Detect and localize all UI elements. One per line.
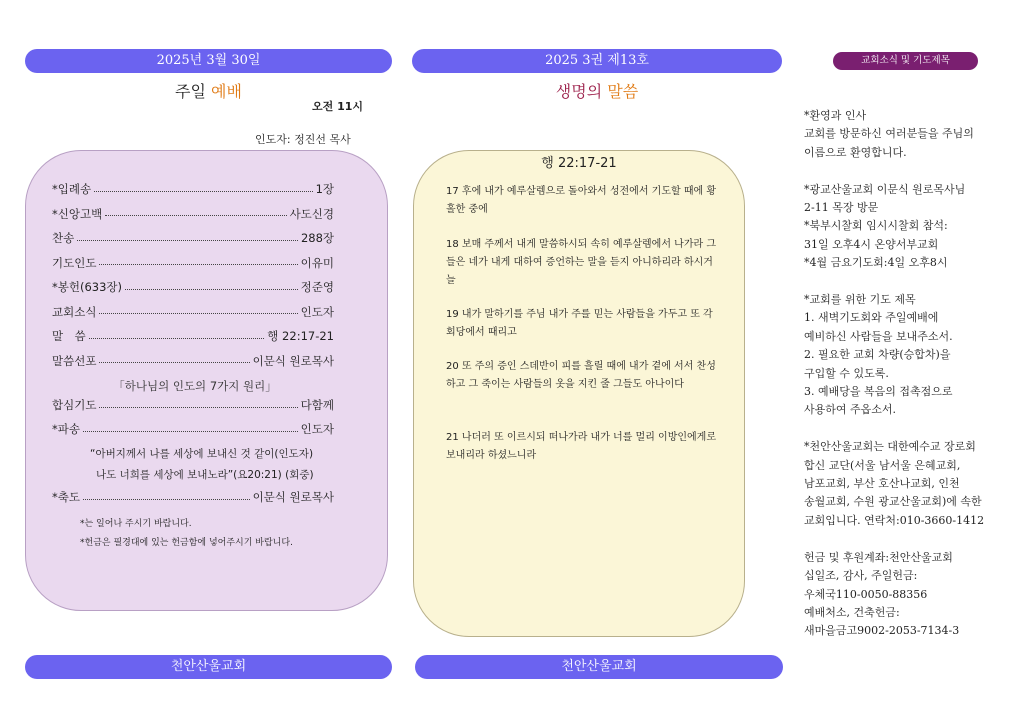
- order-item: 말씀선포: [52, 353, 97, 368]
- news-line: 예비하신 사람들을 보내주소서.: [804, 329, 953, 343]
- news-line: 십일조, 감사, 주일헌금:: [804, 569, 918, 583]
- order-item: *축도: [52, 490, 80, 504]
- church-name-footer-middle: 천안산울교회: [415, 655, 783, 679]
- order-value: 사도신경: [289, 206, 334, 221]
- order-item: *신앙고백: [52, 206, 103, 221]
- church-news-column: [804, 107, 1019, 641]
- order-item: *봉헌(633장): [52, 280, 122, 294]
- news-line: 1. 새벽기도회와 주일예배에: [804, 311, 939, 325]
- news-line: 2-11 목장 방문: [804, 201, 879, 215]
- verse-18: 18 보매 주께서 내게 말씀하시되 속히 예루살렘에서 나가라 그들은 네가 내게 대하여 증언하는 말을 듣지 아니하리라 하시거늘: [446, 239, 716, 286]
- sending-quote-line2: 나도 너희를 세상에 보내노라”(요20:21) (회중): [96, 469, 314, 481]
- news-line: *광교산울교회 이문식 원로목사님: [804, 182, 966, 196]
- news-line: *교회를 위한 기도 제목: [804, 293, 916, 307]
- news-line: 3. 예배당을 복음의 접촉점으로: [804, 385, 953, 399]
- news-line: 2. 필요한 교회 차량(승합차)을: [804, 348, 951, 362]
- order-row: [52, 279, 334, 295]
- service-title-word2: 예배: [211, 82, 242, 101]
- news-line: 합신 교단(서울 남서울 은혜교회,: [804, 458, 961, 472]
- leader-dots: [99, 264, 297, 265]
- spacer: [804, 273, 1019, 291]
- news-line: 새마을금고9002-2053-7134-3: [804, 624, 960, 638]
- order-item: 기도인도: [52, 255, 97, 270]
- news-line: 헌금 및 후원계좌:천안산울교회: [804, 550, 953, 564]
- order-value: 1장: [315, 182, 334, 196]
- news-line: *환영과 인사: [804, 109, 867, 122]
- news-line: *천안산울교회는 대한예수교 장로회: [804, 440, 976, 454]
- sermon-title: 「하나님의 인도의 7가지 원리」: [113, 379, 277, 393]
- order-item: *파송: [52, 422, 80, 436]
- news-line: 예배처소, 건축헌금:: [804, 605, 900, 619]
- order-value: 이유미: [300, 255, 334, 270]
- spacer: [804, 162, 1019, 180]
- service-time: 오전 11시: [312, 100, 364, 113]
- leader-dots: [83, 431, 298, 432]
- order-item: *입례송: [52, 182, 92, 196]
- order-row: [52, 304, 334, 320]
- news-and-prayer-badge: 교회소식 및 기도제목: [833, 52, 978, 70]
- word-title: [412, 79, 782, 102]
- order-value: 288장: [300, 231, 334, 245]
- leader-dots: [105, 215, 286, 216]
- order-value: 이문식 원로목사: [252, 490, 334, 504]
- spacer: [804, 420, 1019, 438]
- verse-17: 17 후에 내가 예루살렘으로 돌아와서 성전에서 기도할 때에 황홀한 중에: [446, 186, 716, 215]
- order-value: 인도자: [300, 304, 334, 319]
- date-banner: 2025년 3월 30일: [25, 49, 392, 73]
- order-row: [52, 230, 334, 246]
- order-item: 말 씀: [52, 329, 86, 343]
- news-line: 31일 오후4시 온양서부교회: [804, 237, 939, 251]
- leader-dots: [89, 338, 265, 339]
- leader-dots: [94, 191, 312, 192]
- news-line: *4월 금요기도회:4일 오후8시: [804, 256, 948, 270]
- order-row: [52, 181, 334, 197]
- leader-dots: [99, 407, 297, 408]
- sending-quote-line1: “아버지께서 나를 세상에 보내신 것 같이(인도자): [90, 448, 314, 460]
- news-line: 구입할 수 있도록.: [804, 366, 889, 380]
- scripture-reference: 행 22:17-21: [541, 156, 617, 171]
- order-item: 교회소식: [52, 304, 97, 319]
- order-row: [52, 421, 334, 437]
- issue-banner: 2025 3권 제13호: [412, 49, 782, 73]
- spacer: [804, 530, 1019, 548]
- order-row: [52, 206, 334, 222]
- order-row: [52, 328, 334, 344]
- news-line: 교회를 방문하신 여러분들을 주님의: [804, 127, 974, 141]
- word-title-word1: 생명의: [555, 82, 603, 101]
- news-line: 사용하여 주옵소서.: [804, 403, 897, 417]
- order-row: [52, 397, 334, 413]
- order-value: 다함께: [300, 398, 334, 412]
- leader-dots: [99, 313, 297, 314]
- service-title-word1: 주일: [175, 82, 206, 101]
- news-line: 남포교회, 부산 호산나교회, 인천: [804, 477, 960, 491]
- verse-20: 20 또 주의 증인 스데반이 피를 흘릴 때에 내가 곁에 서서 찬성하고 그 죽이는 사람들의 옷을 지킨 줄 그들도 아나이다: [446, 361, 716, 390]
- order-value: 정준영: [300, 280, 334, 294]
- order-row: [52, 255, 334, 271]
- news-line: 교회입니다. 연락처:010-3660-1412: [804, 513, 985, 527]
- news-line: 이름으로 환영합니다.: [804, 145, 907, 159]
- news-line: 송월교회, 수원 광교산울교회)에 속한: [804, 495, 982, 509]
- leader-dots: [77, 240, 298, 241]
- church-name-footer-left: 천안산울교회: [25, 655, 392, 679]
- news-line: 우체국110-0050-88356: [804, 587, 928, 601]
- order-row: [52, 353, 334, 369]
- order-value: 이문식 원로목사: [252, 353, 334, 368]
- verse-19: 19 내가 말하기를 주님 내가 주를 믿는 사람들을 가두고 또 각 회당에서 때리고: [446, 309, 713, 338]
- order-item: 찬송: [52, 231, 75, 245]
- order-row: [52, 489, 334, 505]
- leader-dots: [83, 499, 250, 500]
- order-value: 행 22:17-21: [267, 329, 334, 343]
- leader-dots: [125, 289, 298, 290]
- order-value: 인도자: [300, 422, 334, 436]
- order-item: 합심기도: [52, 398, 97, 412]
- standing-note: *는 일어나 주시기 바랍니다.: [80, 519, 192, 529]
- verse-21: 21 나더러 또 이르시되 떠나가라 내가 너를 멀리 이방인에게로 보내리라 하셨느니라: [446, 432, 716, 461]
- word-title-word2: 말씀: [607, 82, 639, 101]
- offering-note: *헌금은 필경대에 있는 헌금함에 넣어주시기 바랍니다.: [80, 538, 293, 548]
- service-leader: 인도자: 정진선 목사: [255, 133, 351, 146]
- leader-dots: [99, 362, 249, 363]
- news-line: *북부시찰회 임시시찰회 참석:: [804, 219, 948, 233]
